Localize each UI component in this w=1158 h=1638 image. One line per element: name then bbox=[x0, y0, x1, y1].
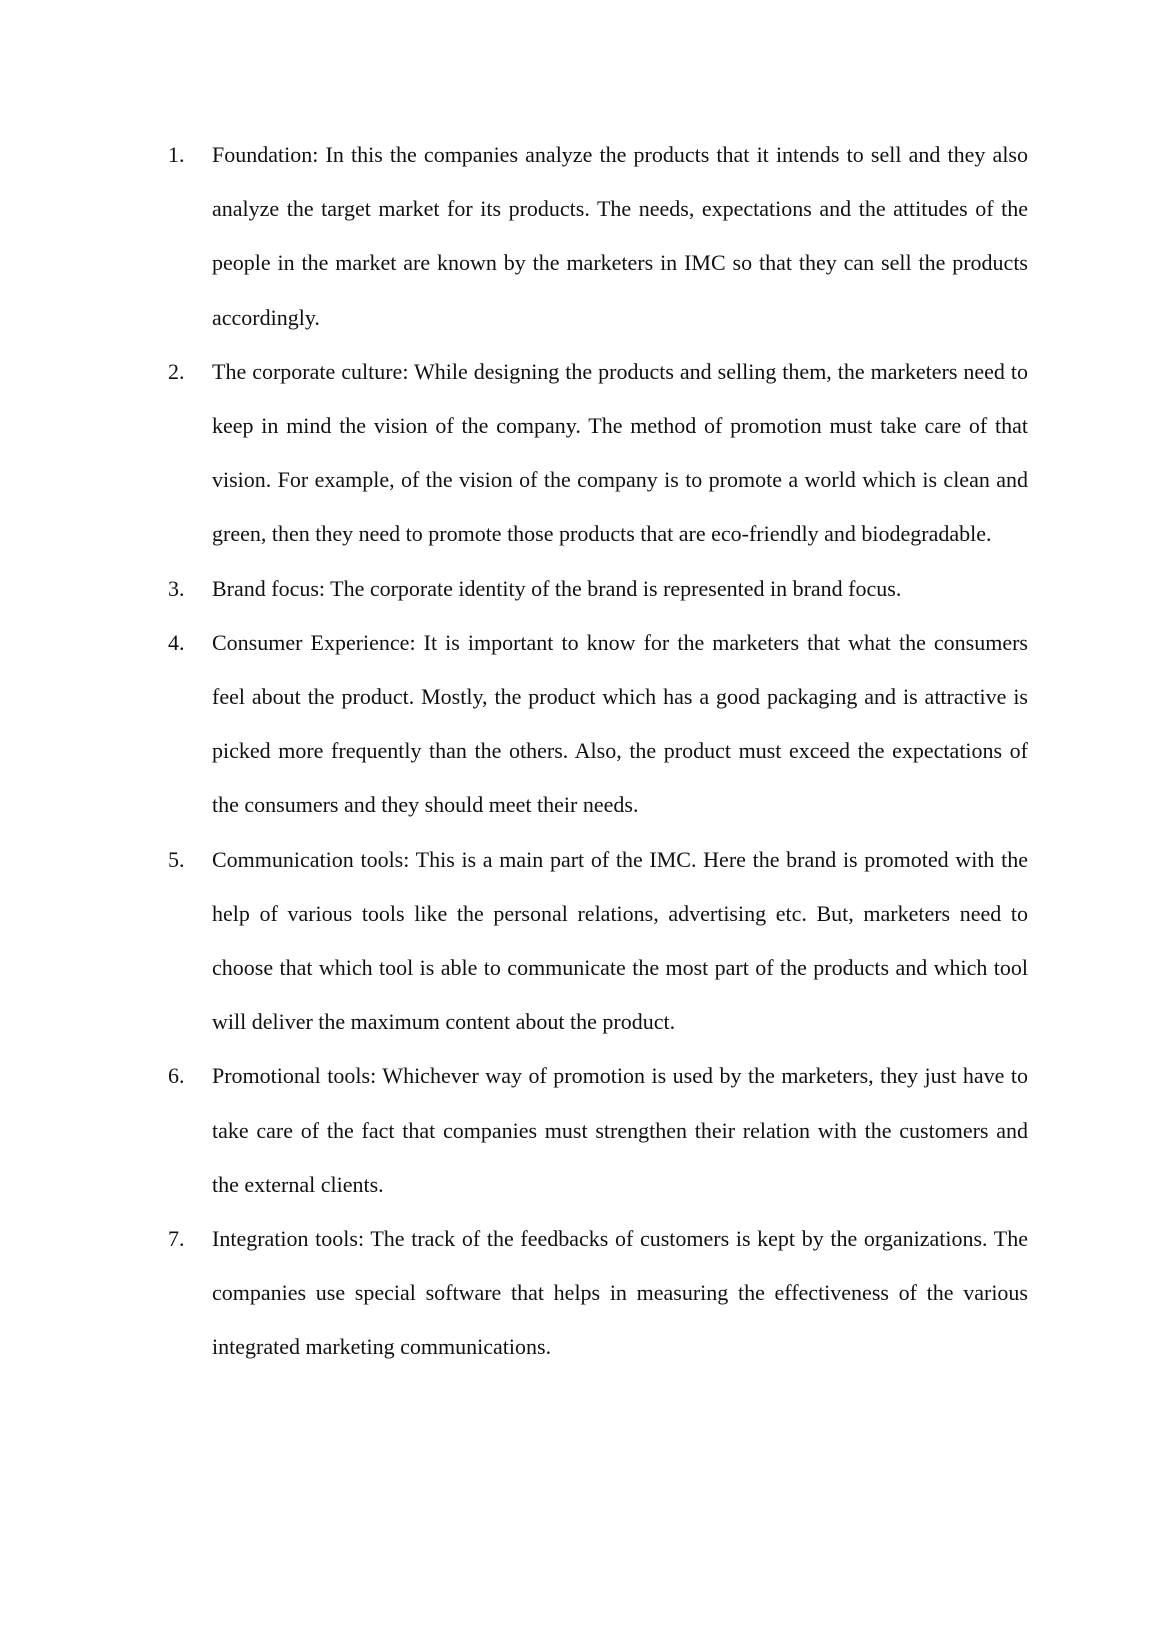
list-item-text: The corporate culture: While designing the products and selling them, the marketers need to keep in mind the vision of the company. The method of promotion must take care of that vision. For example, of the vision of the company is to promote a world which is clean and green, then they need to promote those products that are eco-friendly and biodegradable. bbox=[212, 358, 1028, 547]
list-item-text: Foundation: In this the companies analyze the products that it intends to sell and they also analyze the target market for its products. The needs, expectations and the attitudes of the people in the market are known by the marketers in IMC so that they can sell the products accordingly. bbox=[212, 142, 1028, 330]
list-item-number: 1. bbox=[168, 142, 185, 167]
list-item bbox=[168, 1049, 1028, 1212]
list-item-text: Brand focus: The corporate identity of the brand is represented in brand focus. bbox=[212, 575, 902, 601]
list-item bbox=[168, 833, 1028, 1050]
list-item-number: 3. bbox=[168, 575, 185, 601]
list-item-number: 2. bbox=[168, 358, 185, 384]
list-item-number: 6. bbox=[168, 1063, 185, 1089]
numbered-list bbox=[168, 128, 1028, 1375]
list-item-text: Communication tools: This is a main part of the IMC. Here the brand is promoted with the help of various tools like the personal relations, advertising etc. But, marketers need to choose that which tool is able to communicate the most part of the products and which tool will deliver the maximum content about the product. bbox=[212, 846, 1028, 1035]
list-item bbox=[168, 616, 1028, 833]
list-item bbox=[168, 345, 1028, 562]
list-item-number: 7. bbox=[168, 1226, 185, 1252]
list-item bbox=[168, 1212, 1028, 1375]
list-item bbox=[168, 562, 1028, 616]
list-item-number: 5. bbox=[168, 846, 185, 872]
list-item-text: Integration tools: The track of the feedbacks of customers is kept by the organizations. The companies use special software that helps in measuring the effectiveness of the various integrated marketing communications. bbox=[212, 1226, 1028, 1360]
list-item-text: Consumer Experience: It is important to know for the marketers that what the consumers feel about the product. Mostly, the product which has a good packaging and is attractive is picked more frequently than the others. Also, the product must exceed the expectations of the consumers and they should meet their needs. bbox=[212, 629, 1028, 818]
list-item-number: 4. bbox=[168, 629, 185, 655]
list-item bbox=[168, 128, 1028, 345]
list-item-text: Promotional tools: Whichever way of promotion is used by the marketers, they just have to take care of the fact that companies must strengthen their relation with the customers and the external clients. bbox=[212, 1063, 1028, 1197]
